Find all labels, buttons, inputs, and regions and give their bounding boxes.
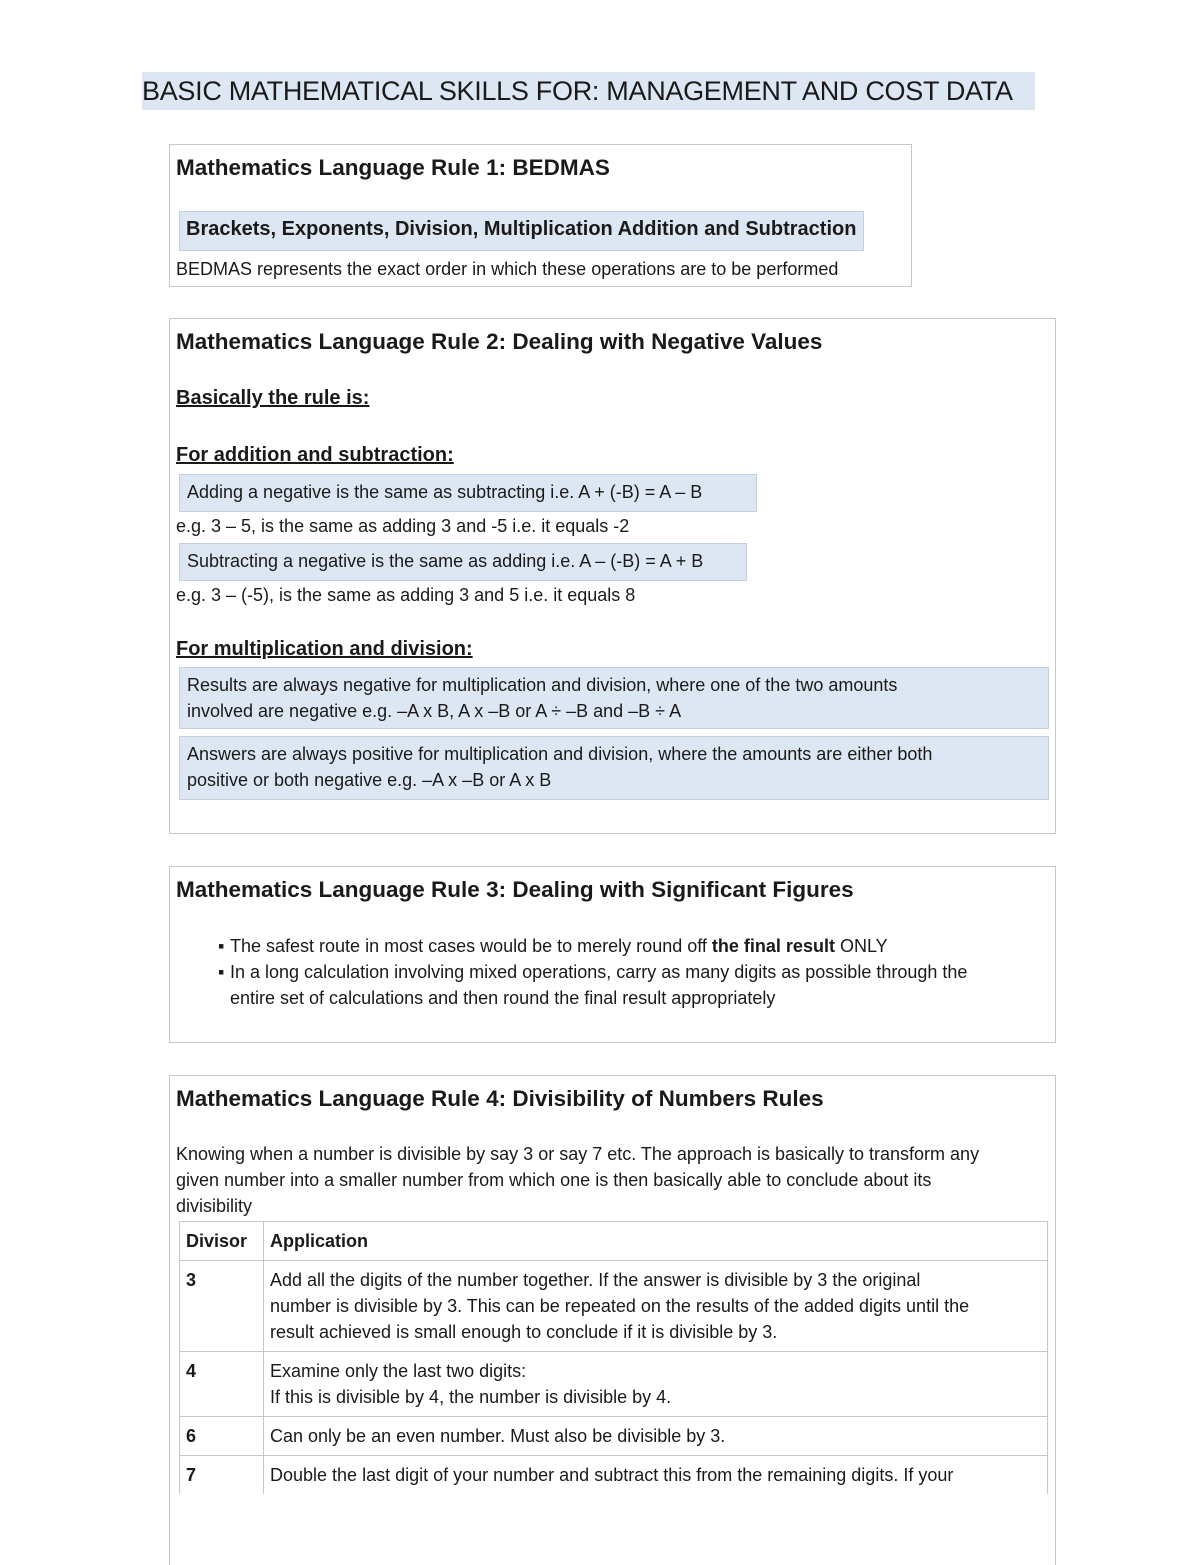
divisor-cell: 4 bbox=[180, 1352, 264, 1417]
bedmas-note: BEDMAS represents the exact order in which these operations are to be performed bbox=[176, 259, 839, 279]
table-header-row bbox=[180, 1222, 1048, 1261]
subtract-negative-example: e.g. 3 – (-5), is the same as adding 3 and 5 i.e. it equals 8 bbox=[176, 585, 636, 605]
application-cell: Double the last digit of your number and subtract this from the remaining digits. If your bbox=[264, 1456, 1048, 1495]
negative-result-line2: involved are negative e.g. –A x B, A x –B or A ÷ –B and –B ÷ A bbox=[187, 701, 682, 721]
add-negative-rule: Adding a negative is the same as subtracting i.e. A + (-B) = A – B bbox=[179, 474, 757, 512]
negative-result-rule bbox=[179, 667, 1049, 729]
subtract-negative-rule: Subtracting a negative is the same as adding i.e. A – (-B) = A + B bbox=[179, 543, 747, 581]
bedmas-expansion: Brackets, Exponents, Division, Multiplication Addition and Subtraction bbox=[179, 211, 864, 251]
mul-div-heading: For multiplication and division: bbox=[176, 638, 473, 660]
rule4-intro: Knowing when a number is divisible by say 3 or say 7 etc. The approach is basically to transform any given number into a smaller number from which one is then basically able to conclude about its divisibility bbox=[176, 1144, 980, 1216]
rule1-box bbox=[169, 144, 912, 287]
bullet-icon: ▪ bbox=[218, 936, 225, 956]
table-row bbox=[180, 1352, 1048, 1417]
bullet-icon: ▪ bbox=[218, 962, 225, 982]
application-cell: Examine only the last two digits: If this is divisible by 4, the number is divisible by 4. bbox=[264, 1352, 1048, 1417]
rule2-intro: Basically the rule is: bbox=[176, 387, 370, 409]
application-cell: Can only be an even number. Must also be divisible by 3. bbox=[264, 1417, 1048, 1456]
rule4-heading: Mathematics Language Rule 4: Divisibility of Numbers Rules bbox=[176, 1086, 824, 1111]
table-row bbox=[180, 1417, 1048, 1456]
negative-result-line1: Results are always negative for multiplication and division, where one of the two amounts bbox=[187, 675, 898, 695]
divisor-cell: 7 bbox=[180, 1456, 264, 1495]
rule3-heading: Mathematics Language Rule 3: Dealing with Significant Figures bbox=[176, 877, 854, 902]
divisibility-table bbox=[179, 1221, 1048, 1494]
positive-result-line1: Answers are always positive for multiplication and division, where the amounts are either both bbox=[187, 744, 933, 764]
table-row bbox=[180, 1456, 1048, 1495]
rule1-heading: Mathematics Language Rule 1: BEDMAS bbox=[176, 155, 610, 180]
divisor-cell: 6 bbox=[180, 1417, 264, 1456]
rule3-box bbox=[169, 866, 1056, 1043]
significant-figures-bullet-1: ▪ The safest route in most cases would be to merely round off the final result ONLY bbox=[218, 933, 888, 959]
document-title: BASIC MATHEMATICAL SKILLS FOR: MANAGEMENT AND COST DATA bbox=[142, 72, 1035, 110]
application-column-header: Application bbox=[264, 1222, 1048, 1261]
positive-result-rule bbox=[179, 736, 1049, 800]
positive-result-line2: positive or both negative e.g. –A x –B or A x B bbox=[187, 770, 552, 790]
rule2-heading: Mathematics Language Rule 2: Dealing with Negative Values bbox=[176, 329, 823, 354]
add-negative-example: e.g. 3 – 5, is the same as adding 3 and -5 i.e. it equals -2 bbox=[176, 516, 630, 536]
table-row bbox=[180, 1261, 1048, 1352]
application-cell: Add all the digits of the number together. If the answer is divisible by 3 the original number is divisible by 3. This can be repeated on the results of the added digits until the result achieved is small enough to conclude if it is divisible by 3. bbox=[264, 1261, 1048, 1352]
add-sub-heading: For addition and subtraction: bbox=[176, 444, 454, 466]
divisor-column-header: Divisor bbox=[180, 1222, 264, 1261]
significant-figures-bullet-2: ▪ In a long calculation involving mixed operations, carry as many digits as possible through the entire set of calculations and then round the final result appropriately bbox=[218, 959, 967, 1011]
divisor-cell: 3 bbox=[180, 1261, 264, 1352]
rule2-box bbox=[169, 318, 1056, 834]
